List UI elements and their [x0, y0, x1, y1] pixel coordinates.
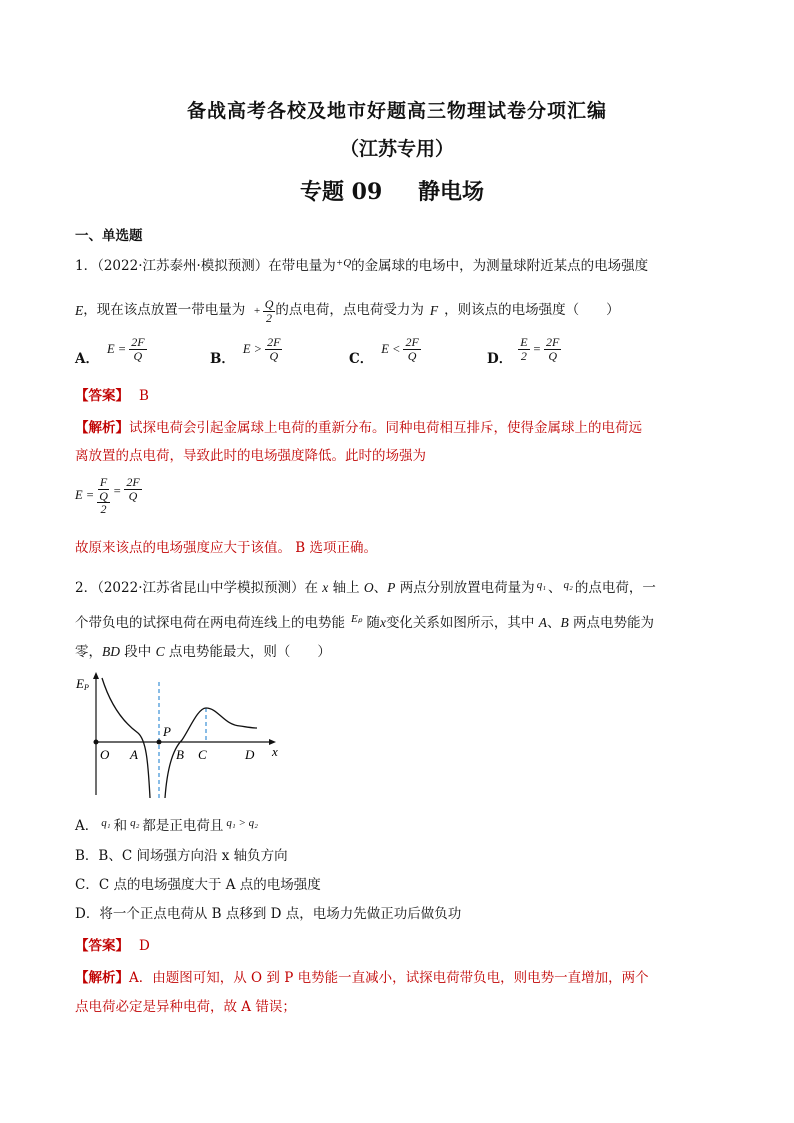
q1-option-c[interactable]	[349, 336, 421, 368]
graph-label-o: O	[100, 747, 110, 762]
q1-formula-rhs-num: 2F	[126, 475, 140, 489]
q2-option-a-letter: A．	[75, 818, 99, 834]
q1-option-d-frac	[544, 336, 561, 362]
q1-option-d-lhs-den: 2	[520, 348, 527, 363]
q2-text-10: 段中	[124, 644, 152, 660]
q1-option-a-num: 2F	[131, 335, 145, 349]
q1-f-symbol: F	[429, 303, 439, 319]
q1-option-c-num: 2F	[405, 335, 419, 349]
q1-option-a-letter: A．	[75, 350, 99, 367]
q2-analysis-label: 【解析】	[75, 970, 129, 986]
q2-stem-line3	[75, 643, 331, 662]
q2-answer-value: D	[139, 938, 150, 954]
q1-formula-rhs-den: Q	[128, 488, 138, 503]
q1-stem-line2	[75, 298, 620, 324]
q2-a-symbol: A	[538, 615, 547, 630]
q1-stem-line1	[75, 256, 648, 276]
q2-text-7: 变化关系如图所示，其中	[385, 615, 535, 631]
document-title: 备战高考各校及地市好题高三物理试卷分项汇编	[186, 100, 607, 122]
q2-text-1: 2．（2022·江苏省昆山中学模拟预测）在	[75, 580, 318, 596]
q2-option-c[interactable]: C．C 点的电场强度大于 A 点的电场强度	[75, 877, 321, 893]
q2-sep-2: 、	[548, 580, 562, 596]
q1-half-den: 2	[266, 310, 273, 325]
graph-x-label: x	[272, 744, 278, 759]
q2-option-a-and: 和	[113, 818, 128, 834]
q2-p-symbol: P	[387, 580, 396, 595]
q1-option-c-formula	[381, 336, 421, 362]
graph-y-arrow	[93, 672, 99, 679]
q1-analysis-text-1: 试探电荷会引起金属球上电荷的重新分布。同种电荷相互排斥，使得金属球上的电荷远	[129, 420, 642, 436]
q1-analysis-line2: 离放置的点电荷，导致此时的电场强度降低。此时的场强为	[75, 448, 426, 464]
q1-option-a-frac	[129, 336, 146, 362]
graph-label-b: B	[176, 747, 184, 762]
q2-q2-symbol: q₂	[563, 579, 573, 591]
q2-analysis-line2: 点电荷必定是异种电荷，故 A 错误；	[75, 999, 296, 1015]
q2-energy-graph	[72, 670, 292, 805]
q1-option-d-letter: D．	[487, 350, 513, 367]
graph-label-c: C	[198, 747, 207, 762]
q1-option-b-formula	[243, 336, 283, 362]
q2-option-a-text: 都是正电荷且	[142, 818, 224, 834]
graph-label-p: P	[163, 724, 171, 739]
graph-y-label: EP	[76, 676, 89, 692]
topic-name: 静电场	[418, 179, 485, 205]
q1-plus-sign: +	[253, 304, 261, 317]
q2-x-symbol-2: x	[379, 615, 386, 630]
q2-text-3: 两点分别放置电荷量为	[399, 580, 535, 596]
q2-text-2: 轴上	[332, 580, 360, 596]
q1-option-b[interactable]	[210, 336, 282, 368]
q1-formula-rhs	[124, 476, 141, 502]
q2-x-symbol: x	[322, 580, 329, 595]
q1-conclusion: 故原来该点的电场强度应大于该值。 B 选项正确。	[75, 540, 378, 556]
q1-option-a[interactable]	[75, 336, 147, 368]
q1-option-d-num: 2F	[546, 335, 560, 349]
q1-formula	[75, 476, 142, 516]
q1-half-charge	[263, 298, 276, 324]
q2-answer-label: 【答案】	[75, 938, 129, 954]
q2-answer	[75, 938, 150, 956]
section-heading: 一、单选题	[75, 228, 143, 244]
q1-answer-value: B	[139, 388, 149, 404]
q1-option-d-lhs-num: E	[520, 335, 528, 349]
q2-c-symbol: C	[155, 644, 165, 659]
q1-stem-text-2: 的金属球的电场中，为测量球附近某点的电场强度	[351, 258, 649, 274]
q1-stem-text-3: ，现在该点放置一带电量为	[83, 302, 246, 319]
q2-sep-3: 、	[546, 615, 561, 631]
q1-stem-text-5: ，则该点的电场强度（ ）	[444, 302, 620, 319]
q1-analysis-label: 【解析】	[75, 420, 129, 436]
q2-option-a-q1: q₁	[101, 817, 111, 829]
q1-stem-text: 1．（2022·江苏泰州·模拟预测）在带电量为	[75, 258, 336, 274]
q1-answer-label: 【答案】	[75, 388, 129, 404]
q1-answer	[75, 388, 149, 406]
q2-text-4: 的点电荷，一	[574, 580, 656, 596]
q2-analysis-line1	[75, 970, 649, 988]
q2-o-symbol: O	[363, 580, 374, 595]
q2-analysis-text-1: A．由题图可知，从 O 到 P 电势能一直减小，试探电荷带负电，则电势一直增加，两个	[129, 970, 649, 986]
q1-option-b-den: Q	[269, 348, 279, 363]
q2-text-11: 点电势能最大，则（ ）	[168, 644, 331, 660]
q2-ep-symbol: Eₚ	[351, 613, 363, 625]
q1-option-c-letter: C．	[349, 350, 374, 367]
q1-formula-inner-frac	[97, 490, 110, 516]
q1-formula-eq: =	[112, 484, 122, 498]
q1-formula-inner	[97, 490, 110, 516]
q1-option-d-formula	[518, 336, 561, 362]
graph-label-a: A	[130, 747, 138, 762]
q1-option-d-lhs-frac	[518, 336, 529, 362]
q2-option-a-ineq: q₁ > q₂	[226, 817, 258, 829]
q1-option-a-lhs: E =	[106, 341, 127, 356]
q1-option-b-lhs: E >	[242, 341, 263, 356]
q2-text-6: 随	[366, 615, 380, 631]
q1-formula-lhs: E =	[75, 488, 95, 503]
q1-option-a-den: Q	[133, 348, 143, 363]
q1-option-c-den: Q	[407, 348, 417, 363]
q2-q1-symbol: q₁	[536, 579, 547, 591]
q1-e-symbol: E	[75, 303, 84, 319]
q1-option-a-formula	[107, 336, 147, 362]
graph-point-p	[157, 740, 162, 745]
q2-b-symbol: B	[560, 615, 569, 630]
q1-option-d-op: =	[532, 341, 541, 356]
q1-option-b-letter: B．	[210, 350, 235, 367]
topic-number: 专题 09	[300, 179, 383, 205]
q1-formula-frac	[97, 476, 110, 516]
q1-option-c-frac	[403, 336, 420, 362]
graph-label-d: D	[245, 747, 255, 762]
q1-charge-symbol: +Q	[335, 257, 352, 269]
q1-option-c-lhs: E <	[381, 341, 401, 356]
q2-option-d[interactable]: D．将一个正点电荷从 B 点移到 D 点，电场力先做正功后做负功	[75, 906, 462, 922]
q2-bd-symbol: BD	[102, 644, 120, 659]
q1-option-b-num: 2F	[267, 335, 281, 349]
q1-option-d-den: Q	[548, 348, 557, 363]
q1-formula-inner-den: 2	[100, 502, 107, 517]
q2-text-8: 两点电势能为	[573, 615, 655, 631]
q2-stem-line1	[75, 578, 656, 598]
q2-option-a-q2: q₂	[130, 817, 140, 829]
q2-text-9: 零，	[75, 644, 102, 660]
q1-option-d[interactable]	[487, 336, 561, 368]
document-subtitle: （江苏专用）	[339, 138, 454, 160]
q1-option-b-frac	[265, 336, 282, 362]
q1-half-num: Q	[264, 297, 274, 311]
q1-formula-inner-num: Q	[99, 488, 108, 503]
graph-curve-left	[102, 678, 150, 798]
q2-option-a[interactable]	[75, 816, 258, 836]
q1-stem-text-4: 的点电荷，点电荷受力为	[275, 302, 424, 319]
q2-option-b[interactable]: B．B、C 间场强方向沿 x 轴负方向	[75, 848, 288, 864]
q1-formula-f: F	[99, 475, 108, 489]
graph-point-o	[94, 740, 99, 745]
q2-text-5: 个带负电的试探电荷在两电荷连线上的电势能	[75, 615, 345, 631]
q1-analysis-line1	[75, 420, 642, 438]
q2-stem-line2	[75, 612, 654, 633]
q2-sep-1: 、	[373, 580, 388, 596]
